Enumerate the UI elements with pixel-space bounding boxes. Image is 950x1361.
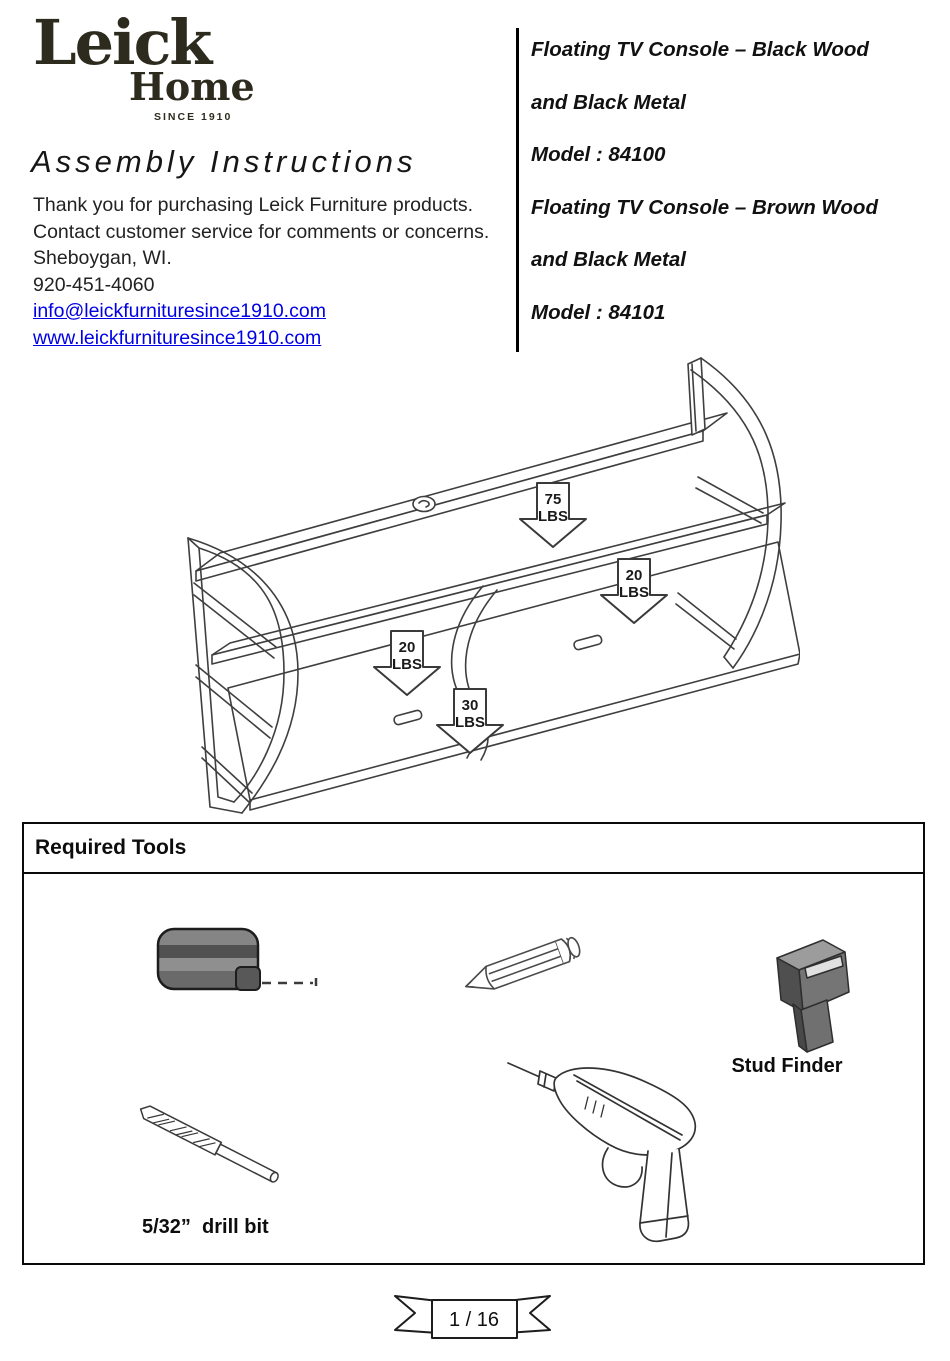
weight-label-bottom-unit: LBS [455,714,485,731]
tv-console-diagram [180,355,800,820]
page-title: Assembly Instructions [31,144,417,179]
weight-label-left-unit: LBS [392,656,422,673]
product-name-line: Floating TV Console – Brown Wood [531,195,878,219]
logo-wordmark-sub: Home [129,64,255,109]
weight-label-bottom-value: 30 [461,697,479,714]
email-link[interactable]: info@leickfurnituresince1910.com [33,300,326,322]
logo-tagline: SINCE 1910 [154,111,233,123]
weight-label-left-value: 20 [398,639,416,656]
drill-icon [500,1045,715,1250]
product-name-line: Floating TV Console – Black Wood [531,38,869,61]
stud-finder-icon [755,928,865,1063]
weight-label-right-unit: LBS [619,584,649,601]
weight-label-top-unit: LBS [538,508,568,525]
header-divider [516,28,519,352]
product-model: Model : 84101 [531,300,666,324]
required-tools-header: Required Tools [24,824,923,874]
weight-label-top-value: 75 [544,491,562,508]
leick-home-logo [33,6,255,130]
drill-bit-label: 5/32” drill bit [142,1216,269,1238]
product-model: Model : 84100 [531,143,666,166]
product-name-line: and Black Metal [531,90,686,114]
intro-line: Contact customer service for comments or concerns. [33,220,490,243]
weight-label-right-value: 20 [625,567,643,584]
intro-paragraph [33,192,503,351]
intro-line: 920-451-4060 [33,273,155,296]
required-tools-box [22,822,925,1265]
page-number: 1 / 16 [448,1309,500,1331]
product-name-line: and Black Metal [531,248,686,271]
tape-measure-icon [150,923,325,998]
stud-finder-label: Stud Finder [731,1055,843,1077]
intro-line: Thank you for purchasing Leick Furniture products. [33,194,474,216]
page-number-ribbon [385,1288,560,1344]
drill-bit-icon [124,1090,304,1200]
logo-wordmark: Leick [33,6,211,79]
intro-line: Sheboygan, WI. [33,247,172,269]
website-link[interactable]: www.leickfurnituresince1910.com [33,326,322,349]
product-list [531,40,931,355]
pencil-icon [450,920,600,1010]
